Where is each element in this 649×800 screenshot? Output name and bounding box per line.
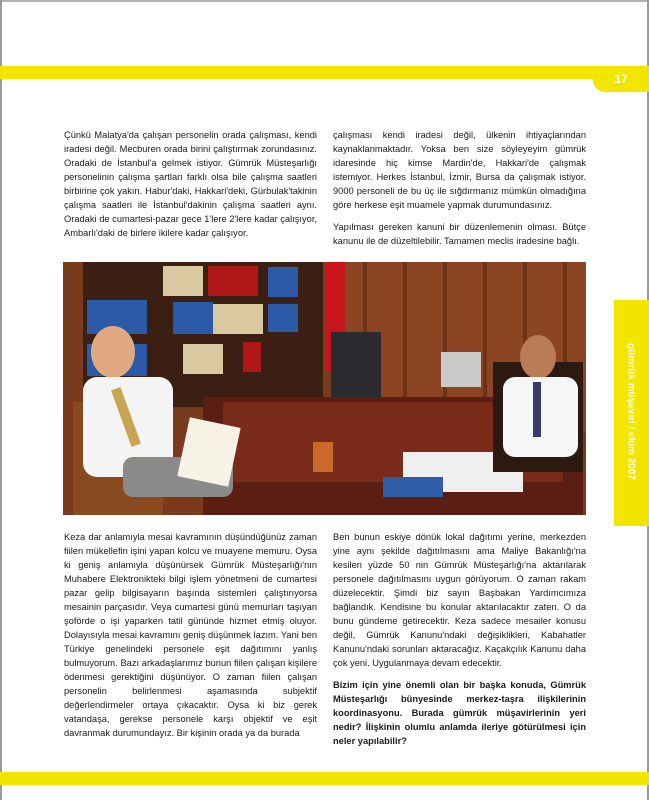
paragraph: Çünkü Malatya'da çalışan personelin orada çalışması, kendi iradesi değil. Mecburen orada birini çalıştırmak zorundasınız. Oradaki de İstanbul'a gelmek istiyor. Gümrük Müsteşarlığı personelinin çalışma şartları farklı olsa bile çalışma saatleri birbirine çok yakın. Habur'daki, Hakkari'deki, Gürbulak'takinin çalışma saatleri ile İstanbul'dakinin çalışma saatleri aynı. Oradaki de cumartesi-pazar gece 1'lere 2'lere kadar çalışıyor, Ambarlı'daki de birlere ikilere kadar çalışıyor.	[64, 130, 317, 238]
column-bottom-left	[64, 530, 317, 748]
books-stack	[383, 477, 443, 497]
paragraph: Yapılması gereken kanuni bir düzenlemenin olması. Bütçe kanunu ile de düzeltilebilir. Tamamen meclis iradesine bağlı.	[333, 222, 586, 246]
man-left-head	[91, 326, 135, 378]
man-right-head	[520, 335, 556, 379]
column-top-right	[333, 128, 586, 256]
column-top-left	[64, 128, 317, 248]
page-frame-top	[0, 0, 649, 2]
page-frame-left	[0, 0, 2, 800]
column-bottom-right	[333, 530, 586, 756]
page-number: 17	[614, 72, 628, 86]
paragraph: çalışması kendi iradesi değil, ülkenin ihtiyaçlarından kaynaklanmaktadır. Yoksa ben size söyleyeyim gümrük idaresinde hiç kimse Mardin'de, Hakkari'de çalışmak istemiyor. Herkes İstanbul, İzmir, Bursa da çalışmak istiyor. 9000 personeli de bu üç ile sığdırmanız mümkün olmadığına göre herkese eşit muamele yapmak durumundasınız.	[333, 130, 586, 210]
paragraph: Keza dar anlamıyla mesai kavramının düşündüğünüz zaman fiilen mükellefin işini yapan kolcu ve muayene memuru. Oysa ki geniş anlamıyla düşünürsek Gümrük Müsteşarlığı'nın Muhabere Elektronikteki bilgi işlem yönetmeni de cumartesi pazar gelip bilgisayarın başında sistemleri çalıştırıyorsa mesainin parçasıdır. Veya cumartesi günü memurları taşıyan şoförde o işi yaparken tatil gününde hizmet etmiş oluyor. Dolayısıyla mesai kavramını geniş düşünmek lazım. Yani ben Türkiye genelindeki personele eşit dağıtımını yanlış bulmuyorum. Bazı arkadaşlarımız bunun fiilen çalışan kişilere ödenmesi gerektiğini düşünüyor. O zaman fiilen çalışan personelin belirlenmesi aşamasında subjektif değerlendirmeler ortaya çıkacaktır. Oysa ki biz gerek vatandaşa, gerekse personele karşı objektif ve eşit davranmak durumundayız. Bir kişinin orada ya da burada	[64, 532, 317, 738]
question-paragraph: Bizim için yine önemli olan bir başka konuda, Gümrük Müsteşarlığı bünyesinde merkez-taşra ilişkilerinin koordinasyonu. Burada gümrük müşavirlerinin yeri nedir? İlişkinin olumlu anlamda ileriye götürülmesi için neler yapılabilir?	[333, 680, 586, 746]
man-right-tie	[533, 382, 541, 437]
pen-holder	[313, 442, 333, 472]
monitor	[441, 352, 481, 387]
footer-band	[0, 772, 649, 785]
interview-photo	[63, 262, 586, 515]
paragraph: Ben bunun eskiye dönük lokal dağıtımı yerine, merkezden yine aynı şekilde dağıtılmasını ama Maliye Bakanlığı'na kesilen yüzde 50 nin Gümrük Müsteşarlığı'na aktarılarak personele dağıtılmasını uygun görüyorum. O zaman rakam düzelecektir. Şimdi biz sayın Başbakan Yardımcımıza bağlandık. Kendisine bu konular aktarılacaktır zaten. O da bunu gündeme getirecektir. Keza sadece mesailer konusu değil, Gümrük Kanunu'ndaki değişiklikleri, Kabahatler Kanunu'ndaki sorunları aktaracağız. Kaçakçılık Kanunu daha çok yeni. Uygulanmaya devam edecektir.	[333, 532, 586, 668]
coat	[331, 332, 381, 402]
header-band	[0, 66, 649, 79]
side-tab-text: gümrük müşaviri / ekim 2007	[625, 343, 637, 480]
